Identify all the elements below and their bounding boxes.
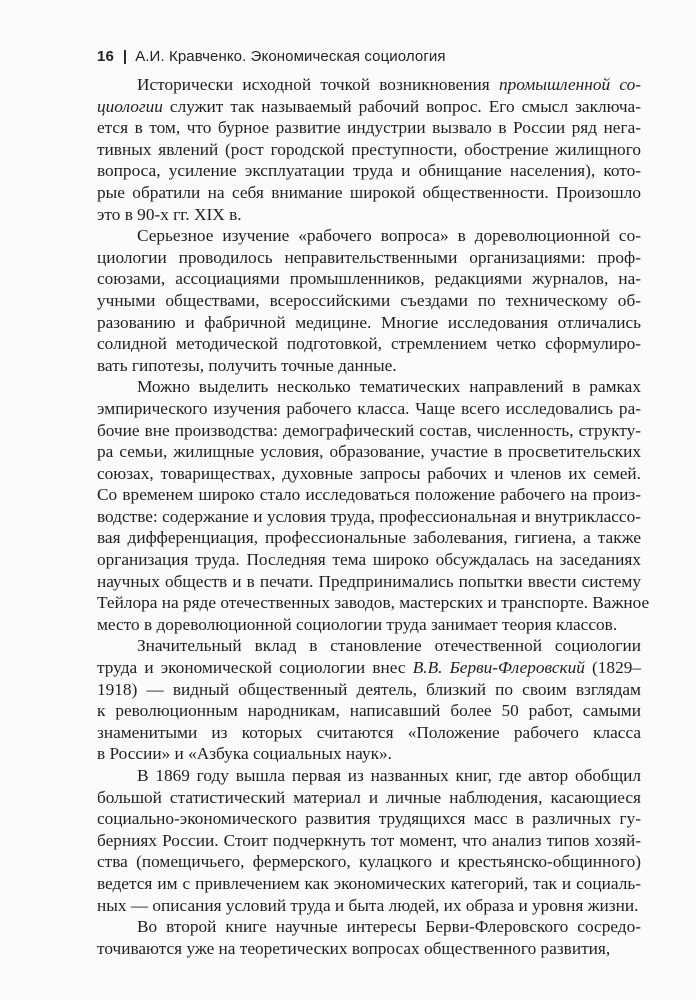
text-run: солидной методической подготовкой, стремлением четко сформулиро- bbox=[97, 334, 641, 354]
text-line bbox=[97, 722, 641, 744]
text-run: союзами, ассоциациями промышленников, редакциями журналов, на- bbox=[97, 269, 641, 289]
paragraph bbox=[97, 635, 641, 765]
text-run: Во второй книге научные интересы Берви-Флеровского сосредо- bbox=[137, 917, 641, 937]
page-number: 16 bbox=[97, 48, 114, 65]
text-line bbox=[97, 484, 641, 506]
text-line bbox=[97, 204, 641, 226]
text-run: к революционным народникам, написавший более 50 работ, самыми bbox=[97, 701, 641, 721]
text-run: ра семьи, жилищные условия, образование, участие в просветительских bbox=[97, 442, 641, 462]
text-run: ведется им с привлечением как экономических категорий, так и социаль- bbox=[97, 873, 641, 893]
text-run: это в 90-х гг. XIX в. bbox=[97, 204, 242, 224]
text-run: 1918) — видный общественный деятель, близкий по своим взглядам bbox=[97, 679, 641, 699]
text-line bbox=[97, 700, 641, 722]
text-line bbox=[97, 376, 641, 398]
text-run: берниях России. Стоит подчеркнуть тот момент, что анализ типов хозяй- bbox=[97, 830, 641, 850]
text-line bbox=[97, 139, 641, 161]
running-header bbox=[97, 48, 446, 65]
text-line bbox=[97, 830, 641, 852]
text-line bbox=[97, 117, 641, 139]
text-run: ных — описания условий труда и быта людей, их образа и уровня жизни. bbox=[97, 895, 639, 915]
text-run: организация труда. Последняя тема широко обсуждалась на заседаниях bbox=[97, 550, 641, 570]
text-run: в России» и «Азбука социальных наук». bbox=[97, 744, 392, 764]
text-run: вать гипотезы, получить точные данные. bbox=[97, 355, 397, 375]
text-line bbox=[97, 635, 641, 657]
text-line bbox=[97, 851, 641, 873]
text-line bbox=[97, 614, 641, 636]
text-run: место в дореволюционной социологии труда занимает теория классов. bbox=[97, 614, 618, 634]
text-line bbox=[97, 527, 641, 549]
text-run: Значительный вклад в становление отечественной социологии bbox=[137, 636, 641, 656]
text-run: труда и экономической социологии внес bbox=[97, 658, 413, 678]
text-run: Исторически исходной точкой возникновения bbox=[137, 75, 499, 94]
text-line bbox=[97, 549, 641, 571]
text-run: циологии проводилось неправительственными организациями: проф- bbox=[97, 247, 641, 267]
text-run: бочие вне производства: демографический состав, численность, структу- bbox=[97, 420, 641, 440]
italic-term: В.В. Берви-Флеровский bbox=[412, 658, 585, 678]
text-run: В 1869 году вышла первая из названных книг, где автор обобщил bbox=[137, 766, 641, 785]
text-line bbox=[97, 873, 641, 895]
text-line bbox=[97, 743, 641, 765]
text-run: Со временем широко стало исследоваться положение рабочего на произ- bbox=[97, 485, 641, 505]
text-run: служит так называемый рабочий вопрос. Его смысл заключа- bbox=[162, 96, 641, 116]
text-run: большой статистический материал и личные наблюдения, касающиеся bbox=[97, 787, 641, 807]
paragraph bbox=[97, 74, 641, 225]
text-line bbox=[97, 571, 641, 593]
paragraph bbox=[97, 225, 641, 376]
text-line bbox=[97, 657, 641, 679]
text-line bbox=[97, 225, 641, 247]
text-line bbox=[97, 160, 641, 182]
text-run: эмпирического изучения рабочего класса. Чаще всего исследовались ра- bbox=[97, 398, 641, 418]
text-line bbox=[97, 290, 641, 312]
text-line bbox=[97, 182, 641, 204]
text-run: (1829– bbox=[584, 658, 641, 678]
text-line bbox=[97, 787, 641, 809]
text-line bbox=[97, 268, 641, 290]
text-run: вопроса, усиление эксплуатации труда и обнищание населения), кото- bbox=[97, 161, 641, 181]
text-run: ется в том, что бурное развитие индустрии вызвало в России ряд нега- bbox=[97, 118, 641, 138]
running-title: А.И. Кравченко. Экономическая социология bbox=[135, 48, 446, 65]
text-line bbox=[97, 916, 641, 938]
text-run: вая дифференциация, профессиональные заболевания, гигиена, а также bbox=[97, 528, 641, 548]
text-line bbox=[97, 765, 641, 787]
text-line bbox=[97, 938, 641, 960]
text-line bbox=[97, 96, 641, 118]
text-run: ства (помещичьего, фермерского, кулацкого и крестьянско-общинного) bbox=[97, 852, 641, 872]
text-line bbox=[97, 463, 641, 485]
text-line bbox=[97, 74, 641, 96]
text-line bbox=[97, 247, 641, 269]
text-run: водстве: содержание и условия труда, профессиональная и внутриклассо- bbox=[97, 506, 641, 526]
text-line bbox=[97, 420, 641, 442]
text-run: научных обществ и в печати. Предпринимались попытки ввести систему bbox=[97, 571, 641, 591]
text-run: Можно выделить несколько тематических направлений в рамках bbox=[137, 377, 641, 397]
text-line bbox=[97, 592, 650, 614]
text-run: учными обществами, всероссийскими съездами по техническому об- bbox=[97, 290, 641, 310]
body-text bbox=[97, 74, 650, 959]
text-run: тивных явлений (рост городской преступности, обострение жилищного bbox=[97, 139, 641, 159]
text-run: точиваются уже на теоретических вопросах общественного развития, bbox=[97, 938, 611, 958]
text-run: рые обратили на себя внимание широкой общественности. Произошло bbox=[97, 182, 641, 202]
paragraph bbox=[97, 376, 650, 635]
text-line bbox=[97, 808, 641, 830]
text-run: союзах, товариществах, духовные запросы рабочих и членов их семей. bbox=[97, 463, 641, 483]
text-run: социально-экономического развития трудящихся масс в различных гу- bbox=[97, 809, 641, 829]
italic-term: циологии bbox=[97, 96, 163, 116]
text-line bbox=[97, 312, 641, 334]
text-line bbox=[97, 355, 641, 377]
text-line bbox=[97, 895, 641, 917]
italic-term: промышленной со- bbox=[499, 75, 642, 94]
text-line bbox=[97, 441, 641, 463]
paragraph bbox=[97, 765, 641, 916]
paragraph bbox=[97, 916, 641, 959]
text-line bbox=[97, 506, 641, 528]
text-line bbox=[97, 398, 641, 420]
text-run: знаменитыми из которых считаются «Положение рабочего класса bbox=[97, 722, 641, 742]
header-separator: | bbox=[122, 48, 128, 65]
text-run: Тейлора на ряде отечественных заводов, мастерских и транспорте. Важное bbox=[97, 593, 650, 613]
text-run: Серьезное изучение «рабочего вопроса» в дореволюционной со- bbox=[137, 226, 641, 246]
text-line bbox=[97, 333, 641, 355]
text-line bbox=[97, 679, 641, 701]
text-run: разованию и фабричной медицине. Многие исследования отличались bbox=[97, 312, 641, 332]
